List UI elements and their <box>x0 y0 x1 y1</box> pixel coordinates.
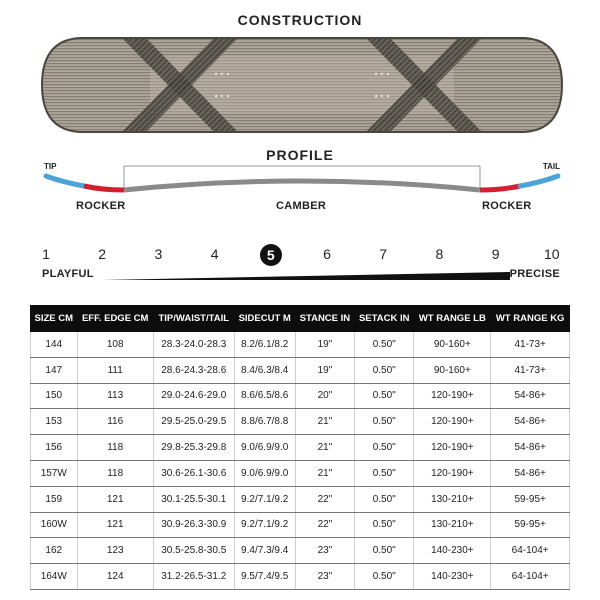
table-row <box>31 512 570 538</box>
spec-cell: 157W <box>31 460 78 486</box>
spec-cell: 120-190+ <box>414 435 491 461</box>
spec-cell: 9.2/7.1/9.2 <box>234 486 295 512</box>
spec-cell: 121 <box>77 486 153 512</box>
spec-cell: 156 <box>31 435 78 461</box>
spec-cell: 118 <box>77 435 153 461</box>
spec-cell: 19" <box>295 332 354 358</box>
spec-cell: 159 <box>31 486 78 512</box>
spec-column-header: STANCE IN <box>295 306 354 332</box>
spec-cell: 28.3-24.0-28.3 <box>153 332 234 358</box>
spec-cell: 23" <box>295 564 354 590</box>
profile-rocker-left <box>84 186 124 190</box>
spec-cell: 20" <box>295 383 354 409</box>
profile-rocker-right <box>480 186 520 190</box>
spec-cell: 64-104+ <box>491 564 570 590</box>
spec-cell: 21" <box>295 460 354 486</box>
spec-column-header: SETACK IN <box>355 306 414 332</box>
spec-cell: 118 <box>77 460 153 486</box>
board-construction-svg <box>40 36 564 134</box>
flex-scale <box>30 244 570 284</box>
spec-cell: 120-190+ <box>414 383 491 409</box>
table-row <box>31 564 570 590</box>
spec-cell: 19" <box>295 357 354 383</box>
flex-scale-number: 8 <box>435 246 444 262</box>
spec-cell: 0.50" <box>355 538 414 564</box>
spec-cell: 0.50" <box>355 564 414 590</box>
spec-cell: 59-95+ <box>491 486 570 512</box>
flex-scale-number: 5 <box>260 244 282 266</box>
spec-cell: 29.0-24.6-29.0 <box>153 383 234 409</box>
profile-title: PROFILE <box>266 147 334 163</box>
construction-title: CONSTRUCTION <box>237 12 363 28</box>
spec-cell: 111 <box>77 357 153 383</box>
spec-cell: 153 <box>31 409 78 435</box>
table-row <box>31 357 570 383</box>
spec-cell: 116 <box>77 409 153 435</box>
spec-cell: 30.1-25.5-30.1 <box>153 486 234 512</box>
flex-precise-label: PRECISE <box>509 268 560 280</box>
spec-cell: 9.4/7.3/9.4 <box>234 538 295 564</box>
spec-cell: 9.2/7.1/9.2 <box>234 512 295 538</box>
profile-tail-segment <box>520 176 558 186</box>
profile-tail-label: TAIL <box>542 162 560 171</box>
spec-cell: 8.6/6.5/8.6 <box>234 383 295 409</box>
flex-scale-number: 10 <box>544 246 560 262</box>
spec-cell: 113 <box>77 383 153 409</box>
table-row <box>31 435 570 461</box>
spec-cell: 21" <box>295 435 354 461</box>
flex-scale-number: 7 <box>379 246 388 262</box>
spec-cell: 0.50" <box>355 486 414 512</box>
flex-scale-number: 3 <box>154 246 163 262</box>
board-construction-graphic <box>40 36 564 134</box>
spec-cell: 123 <box>77 538 153 564</box>
spec-cell: 124 <box>77 564 153 590</box>
spec-cell: 130-210+ <box>414 486 491 512</box>
spec-cell: 121 <box>77 512 153 538</box>
table-row <box>31 460 570 486</box>
table-row <box>31 383 570 409</box>
profile-camber-segment <box>124 181 480 190</box>
spec-column-header: WT RANGE KG <box>491 306 570 332</box>
spec-cell: 29.8-25.3-29.8 <box>153 435 234 461</box>
spec-cell: 0.50" <box>355 460 414 486</box>
spec-cell: 9.0/6.9/9.0 <box>234 435 295 461</box>
spec-cell: 0.50" <box>355 357 414 383</box>
spec-cell: 59-95+ <box>491 512 570 538</box>
spec-cell: 41-73+ <box>491 357 570 383</box>
spec-cell: 41-73+ <box>491 332 570 358</box>
spec-cell: 30.6-26.1-30.6 <box>153 460 234 486</box>
profile-diagram <box>40 160 564 220</box>
spec-cell: 160W <box>31 512 78 538</box>
profile-tip-segment <box>46 176 84 186</box>
spec-cell: 8.2/6.1/8.2 <box>234 332 295 358</box>
spec-column-header: EFF. EDGE CM <box>77 306 153 332</box>
spec-cell: 150 <box>31 383 78 409</box>
spec-cell: 120-190+ <box>414 460 491 486</box>
spec-cell: 0.50" <box>355 332 414 358</box>
spec-cell: 30.9-26.3-30.9 <box>153 512 234 538</box>
spec-column-header: SIZE CM <box>31 306 78 332</box>
spec-cell: 130-210+ <box>414 512 491 538</box>
spec-cell: 64-104+ <box>491 538 570 564</box>
spec-cell: 120-190+ <box>414 409 491 435</box>
spec-cell: 147 <box>31 357 78 383</box>
spec-cell: 54-86+ <box>491 409 570 435</box>
spec-cell: 140-230+ <box>414 564 491 590</box>
spec-cell: 54-86+ <box>491 460 570 486</box>
spec-cell: 90-160+ <box>414 332 491 358</box>
spec-cell: 0.50" <box>355 435 414 461</box>
spec-header-row <box>31 306 570 332</box>
flex-scale-number: 2 <box>98 246 107 262</box>
table-row <box>31 332 570 358</box>
flex-scale-number: 4 <box>210 246 219 262</box>
flex-playful-label: PLAYFUL <box>42 268 94 280</box>
table-row <box>31 538 570 564</box>
spec-cell: 164W <box>31 564 78 590</box>
spec-cell: 54-86+ <box>491 383 570 409</box>
spec-cell: 23" <box>295 538 354 564</box>
profile-rocker-left-label: ROCKER <box>76 200 126 212</box>
spec-cell: 8.4/6.3/8.4 <box>234 357 295 383</box>
spec-column-header: SIDECUT M <box>234 306 295 332</box>
spec-cell: 144 <box>31 332 78 358</box>
spec-cell: 21" <box>295 409 354 435</box>
spec-cell: 108 <box>77 332 153 358</box>
profile-camber-label: CAMBER <box>276 200 327 212</box>
spec-cell: 9.5/7.4/9.5 <box>234 564 295 590</box>
spec-column-header: TIP/WAIST/TAIL <box>153 306 234 332</box>
flex-scale-number: 1 <box>42 246 50 262</box>
spec-cell: 0.50" <box>355 383 414 409</box>
spec-cell: 9.0/6.9/9.0 <box>234 460 295 486</box>
profile-tip-label: TIP <box>44 162 57 171</box>
flex-scale-number: 9 <box>491 246 500 262</box>
table-row <box>31 486 570 512</box>
spec-column-header: WT RANGE LB <box>414 306 491 332</box>
spec-cell: 90-160+ <box>414 357 491 383</box>
spec-cell: 29.5-25.0-29.5 <box>153 409 234 435</box>
table-row <box>31 409 570 435</box>
spec-cell: 162 <box>31 538 78 564</box>
profile-rocker-right-label: ROCKER <box>482 200 532 212</box>
flex-scale-number: 6 <box>323 246 331 262</box>
spec-cell: 31.2-26.5-31.2 <box>153 564 234 590</box>
spec-cell: 28.6-24.3-28.6 <box>153 357 234 383</box>
spec-cell: 140-230+ <box>414 538 491 564</box>
spec-cell: 0.50" <box>355 409 414 435</box>
spec-cell: 8.8/6.7/8.8 <box>234 409 295 435</box>
spec-cell: 0.50" <box>355 512 414 538</box>
spec-cell: 22" <box>295 486 354 512</box>
spec-cell: 22" <box>295 512 354 538</box>
spec-table <box>30 305 570 590</box>
spec-cell: 54-86+ <box>491 435 570 461</box>
spec-cell: 30.5-25.8-30.5 <box>153 538 234 564</box>
